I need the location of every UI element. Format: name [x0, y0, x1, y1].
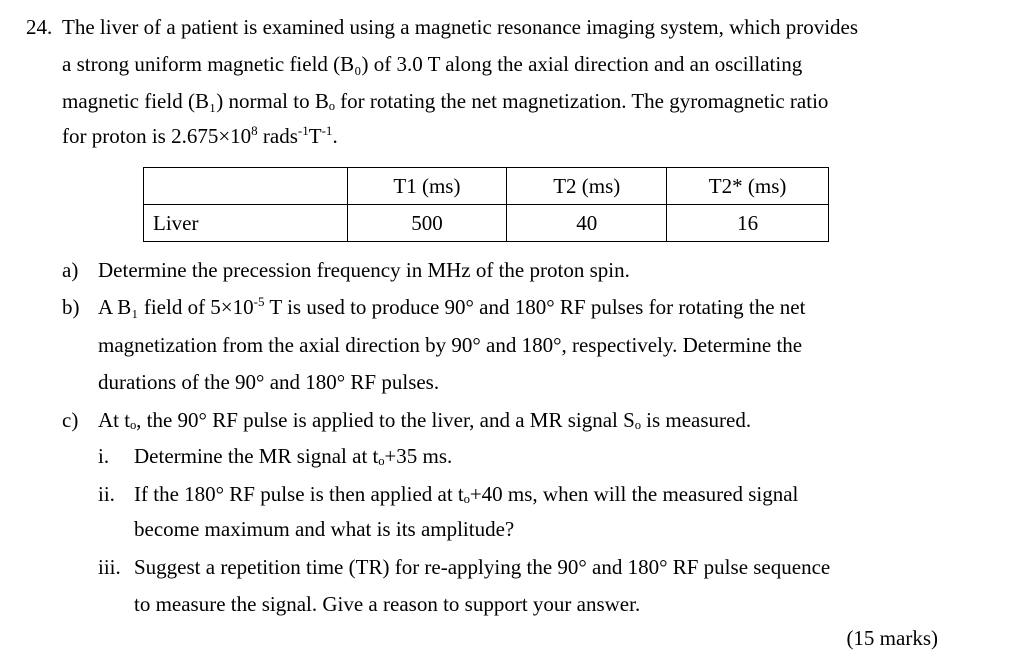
part-b-line-3: durations of the 90° and 180° RF pulses. [98, 370, 440, 394]
gamma-end: . [332, 124, 338, 148]
intro-line-3: magnetic field (B₁) normal to Bₒ for rotating the net magnetization. The gyromagnetic ratio [62, 89, 829, 113]
part-c-iii-line-1: Suggest a repetition time (TR) for re-applying the 90° and 180° RF pulse sequence [134, 555, 831, 579]
part-c-text: At tₒ, the 90° RF pulse is applied to the liver, and a MR signal Sₒ is measured. [98, 408, 752, 432]
table-cell: 16 [667, 205, 829, 242]
table-cell: 40 [507, 205, 667, 242]
part-a-label: a) [62, 258, 79, 282]
part-b-exponent: -5 [253, 294, 265, 309]
part-c-i-text: Determine the MR signal at tₒ+35 ms. [134, 444, 453, 468]
part-c-ii-line-1: If the 180° RF pulse is then applied at tₒ+40 ms, when will the measured signal [134, 482, 799, 506]
gamma-unit: rads [257, 124, 298, 148]
part-c-label: c) [62, 408, 79, 432]
table-row [144, 205, 829, 242]
part-c-iii-label: iii. [98, 555, 121, 579]
gamma-prefix: for proton is 2.675×10 [62, 124, 252, 148]
part-c-ii-line-2: become maximum and what is its amplitude? [134, 517, 515, 541]
part-c-iii-line-2: to measure the signal. Give a reason to support your answer. [134, 592, 641, 616]
gamma-exponent: 8 [251, 123, 258, 138]
table-header-cell: T2 (ms) [507, 168, 667, 205]
table-header-cell: T1 (ms) [347, 168, 507, 205]
part-a-text: Determine the precession frequency in MHz of the proton spin. [98, 258, 630, 282]
question-number: 24. [26, 15, 53, 39]
table-cell: Liver [144, 205, 348, 242]
marks-label: (15 marks) [846, 626, 938, 650]
part-c-ii-label: ii. [98, 482, 115, 506]
part-b-line-2: magnetization from the axial direction by 90° and 180°, respectively. Determine the [98, 333, 803, 357]
part-c-i-label: i. [98, 444, 110, 468]
relaxation-times-table [143, 167, 829, 242]
table-cell: 500 [347, 205, 507, 242]
gamma-unit-exponent-1: -1 [297, 123, 309, 138]
part-b-label: b) [62, 295, 80, 319]
table-header-row [144, 168, 829, 205]
part-b-line-1-suffix: T is used to produce 90° and 180° RF pulses for rotating the net [264, 295, 806, 319]
intro-line-4 [62, 124, 338, 148]
intro-line-1: The liver of a patient is examined using a magnetic resonance imaging system, which provides [62, 15, 859, 39]
table-header-cell [144, 168, 348, 205]
intro-line-2: a strong uniform magnetic field (B₀) of 3.0 T along the axial direction and an oscillating [62, 52, 803, 76]
table-header-cell: T2* (ms) [667, 168, 829, 205]
part-b-line-1-prefix: A B₁ field of 5×10 [98, 295, 254, 319]
gamma-unit-tesla: T [308, 124, 322, 148]
gamma-unit-exponent-2: -1 [321, 123, 333, 138]
part-b-line-1 [98, 295, 805, 319]
